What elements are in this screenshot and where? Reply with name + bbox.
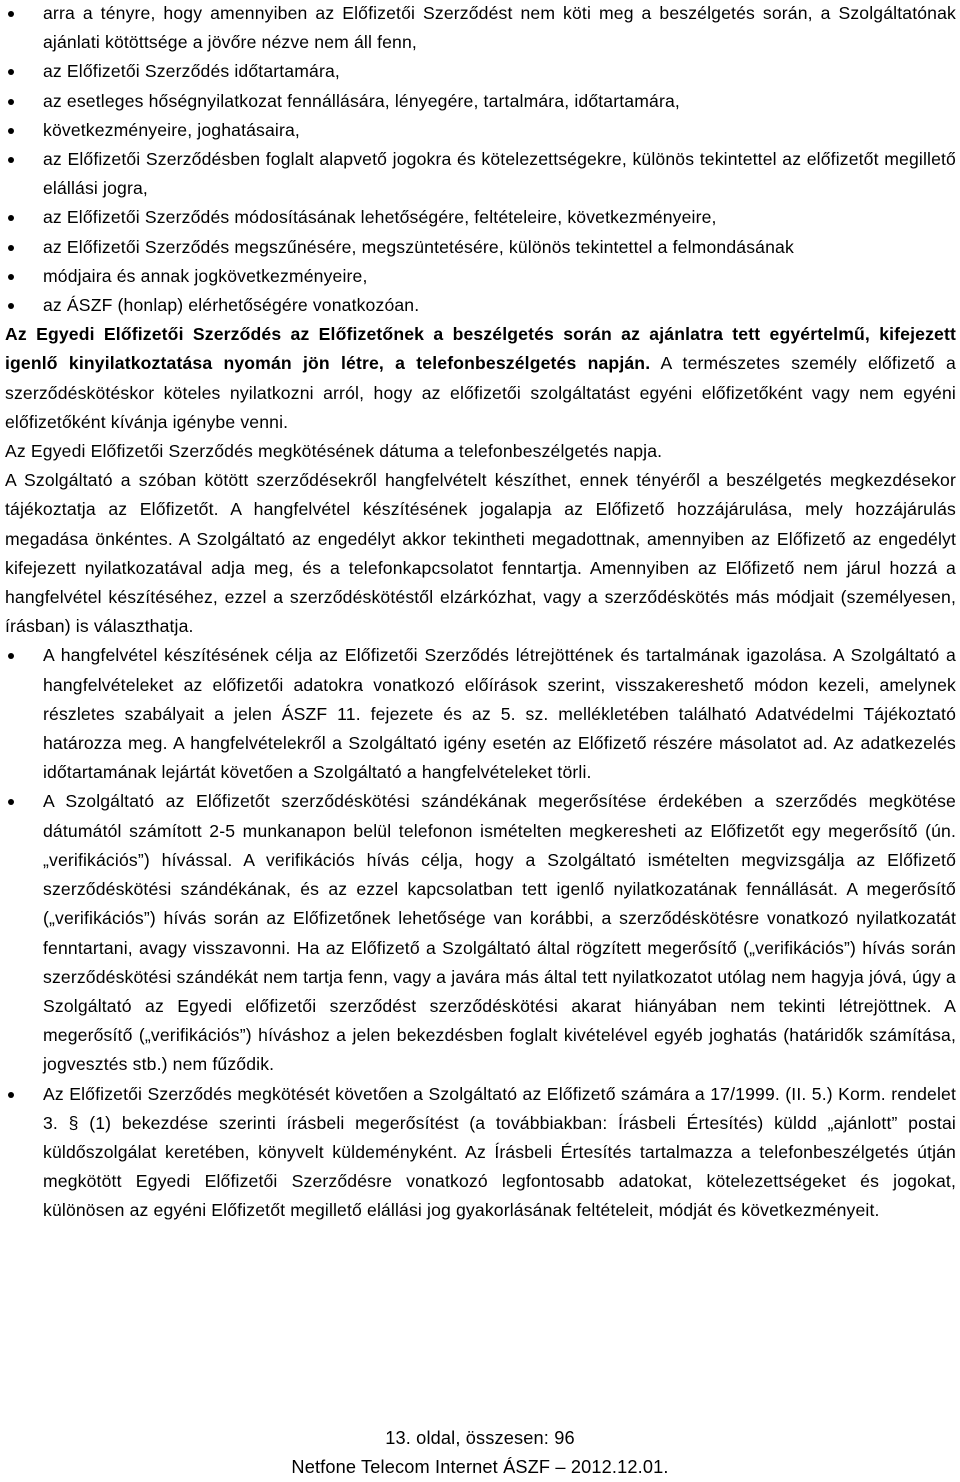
list-item [5,116,956,145]
list-item-text: az Előfizetői Szerződés módosításának lehetőségére, feltételeire, következményeire, [43,207,717,228]
contract-date-paragraph: Az Egyedi Előfizetői Szerződés megkötésének dátuma a telefonbeszélgetés napja. [5,441,663,462]
bullet-list-information [5,0,956,320]
bullet-icon [8,157,14,163]
list-item-text: az esetleges hőségnyilatkozat fennállására, lényegére, tartalmára, időtartamára, [43,90,680,111]
contract-formation-paragraph [5,320,956,437]
list-item [5,145,956,203]
bullet-icon [8,303,14,309]
page-number: 13. oldal, összesen: 96 [385,1428,575,1448]
list-item [5,262,956,291]
list-item-text: módjaira és annak jogkövetkezményeire, [43,265,368,286]
list-item [5,57,956,86]
list-item-text: A hangfelvétel készítésének célja az Előfizetői Szerződés létrejöttének és tartalmának igazolása. A Szolgáltató a hangfelvételeket az előfizetői adatokra vonatkozó előírások szerint, visszakereshető módon kezeli, amelynek részletes szabályait a jelen ÁSZF 11. fejezete és az 5. sz. mellékletében található Adatvédelmi Tájékoztató határozza meg. A hangfelvételekről a Szolgáltató igény esetén az Előfizető részére másolatot ad. Az adatkezelés időtartamának lejártát követően a Szolgáltató a hangfelvételeket törli. [43,645,956,783]
list-item-text: A Szolgáltató az Előfizetőt szerződéskötési szándékának megerősítése érdekében a szerződés megkötése dátumától számított 2-5 munkanapon belül telefonon ismételten megkeresheti az Előfizetőt egy megerősítő (ún. „verifikációs”) hívással. A verifikációs hívás célja, hogy a Szolgáltató ismételten megvizsgálja az Előfizető szerződéskötési szándékának, és az ezzel kapcsolatban tett igenlő nyilatkozatának fennállását. A megerősítő („verifikációs”) hívás során az Előfizetőnek lehetősége van korábbi, a szerződéskötésre vonatkozó nyilatkozatát fenntartani, avagy visszavonni. Ha az Előfizető a Szolgáltató által rögzített megerősítő („verifikációs”) hívás során szerződéskötési szándékát nem tartja fenn, vagy a javára más által tett nyilatkozatot utólag nem hagyja jóvá, úgy a Szolgáltató az Egyedi előfizetői szerződést szerződéskötési akarat hiányában nem tekinti létrejöttnek. A megerősítő („verifikációs”) híváshoz a jelen bekezdésben foglalt kivételével egyéb joghatás (határidők számítása, jogvesztés stb.) nem fűződik. [43,791,956,1075]
bullet-icon [8,128,14,134]
list-item-text: következményeire, joghatásaira, [43,119,300,140]
list-item [5,0,956,57]
bullet-icon [8,274,14,280]
contract-formation-text: A természetes személy előfizető a szerződéskötéskor köteles nyilatkozni arról, hogy az előfizetői szolgáltatást egyéni előfizetőként vagy nem egyéni előfizetőként kívánja igénybe venni. [5,353,956,432]
list-item [5,291,956,320]
list-item [5,1080,956,1226]
bullet-icon [8,799,14,805]
bullet-icon [8,653,14,659]
recording-paragraph: A Szolgáltató a szóban kötött szerződésekről hangfelvételt készíthet, ennek tényéről a beszélgetés megkezdésekor tájékoztatja az Előfizetőt. A hangfelvétel készítésének jogalapja az Előfizető hozzájárulása, mely hozzájárulás megadása önkéntes. A Szolgáltató az engedélyt akkor tekintheti megadottnak, amennyiben az Előfizető az engedélyt kifejezett nyilatkozatával adja meg, és a telefonkapcsolatot fenntartja. Amennyiben az Előfizető nem járul hozzá a hangfelvétel készítéséhez, ezzel a szerződéskötéstől elzárkózhat, vagy a szerződéskötés más módjait (személyesen, írásban) is választhatja. [5,470,956,637]
bullet-icon [8,1092,14,1098]
list-item [5,203,956,232]
list-item-text: Az Előfizetői Szerződés megkötését követően a Szolgáltató az Előfizető számára a 17/1999. (II. 5.) Korm. rendelet 3. § (1) bekezdése szerinti írásbeli megerősítést (a továbbiakban: Írásbeli Értesítés) küldd „ajánlott” postai küldőszolgálat keretében, könyvelt küldeményként. Az Írásbeli Értesítés tartalmazza a telefonbeszélgetés útján megkötött Egyedi Előfizetői Szerződésre vonatkozó legfontosabb adatokat, kötelezettségeket és jogokat, különösen az egyéni Előfizetőt megillető elállási jog gyakorlásának feltételeit, módját és következményeit. [43,1083,956,1221]
list-item-text: az Előfizetői Szerződésben foglalt alapvető jogokra és kötelezettségekre, különös tekintettel az előfizetőt megillető elállási jogra, [43,149,956,199]
bullet-icon [8,69,14,75]
list-item-text: az ÁSZF (honlap) elérhetőségére vonatkozóan. [43,295,420,316]
list-item-text: arra a tényre, hogy amennyiben az Előfizetői Szerződést nem köti meg a beszélgetés során, a Szolgáltatónak ajánlati kötöttsége a jövőre nézve nem áll fenn, [43,3,956,53]
bullet-list-recording [5,641,956,1225]
bullet-icon [8,99,14,105]
list-item [5,787,956,1079]
list-item [5,641,956,787]
list-item [5,87,956,116]
list-item-text: az Előfizetői Szerződés megszűnésére, megszüntetésére, különös tekintettel a felmondásának [43,236,794,257]
document-title: Netfone Telecom Internet ÁSZF – 2012.12.01. [291,1457,669,1477]
bullet-icon [8,245,14,251]
bullet-icon [8,11,14,17]
list-item-text: az Előfizetői Szerződés időtartamára, [43,61,340,82]
contract-formation-bold-text: Az Egyedi Előfizetői Szerződés az Előfizetőnek a beszélgetés során az ajánlatra tett egyértelmű, kifejezett igenlő kinyilatkoztatása nyomán jön létre, a telefonbeszélgetés napján. [5,324,956,374]
bullet-icon [8,215,14,221]
list-item [5,233,956,262]
